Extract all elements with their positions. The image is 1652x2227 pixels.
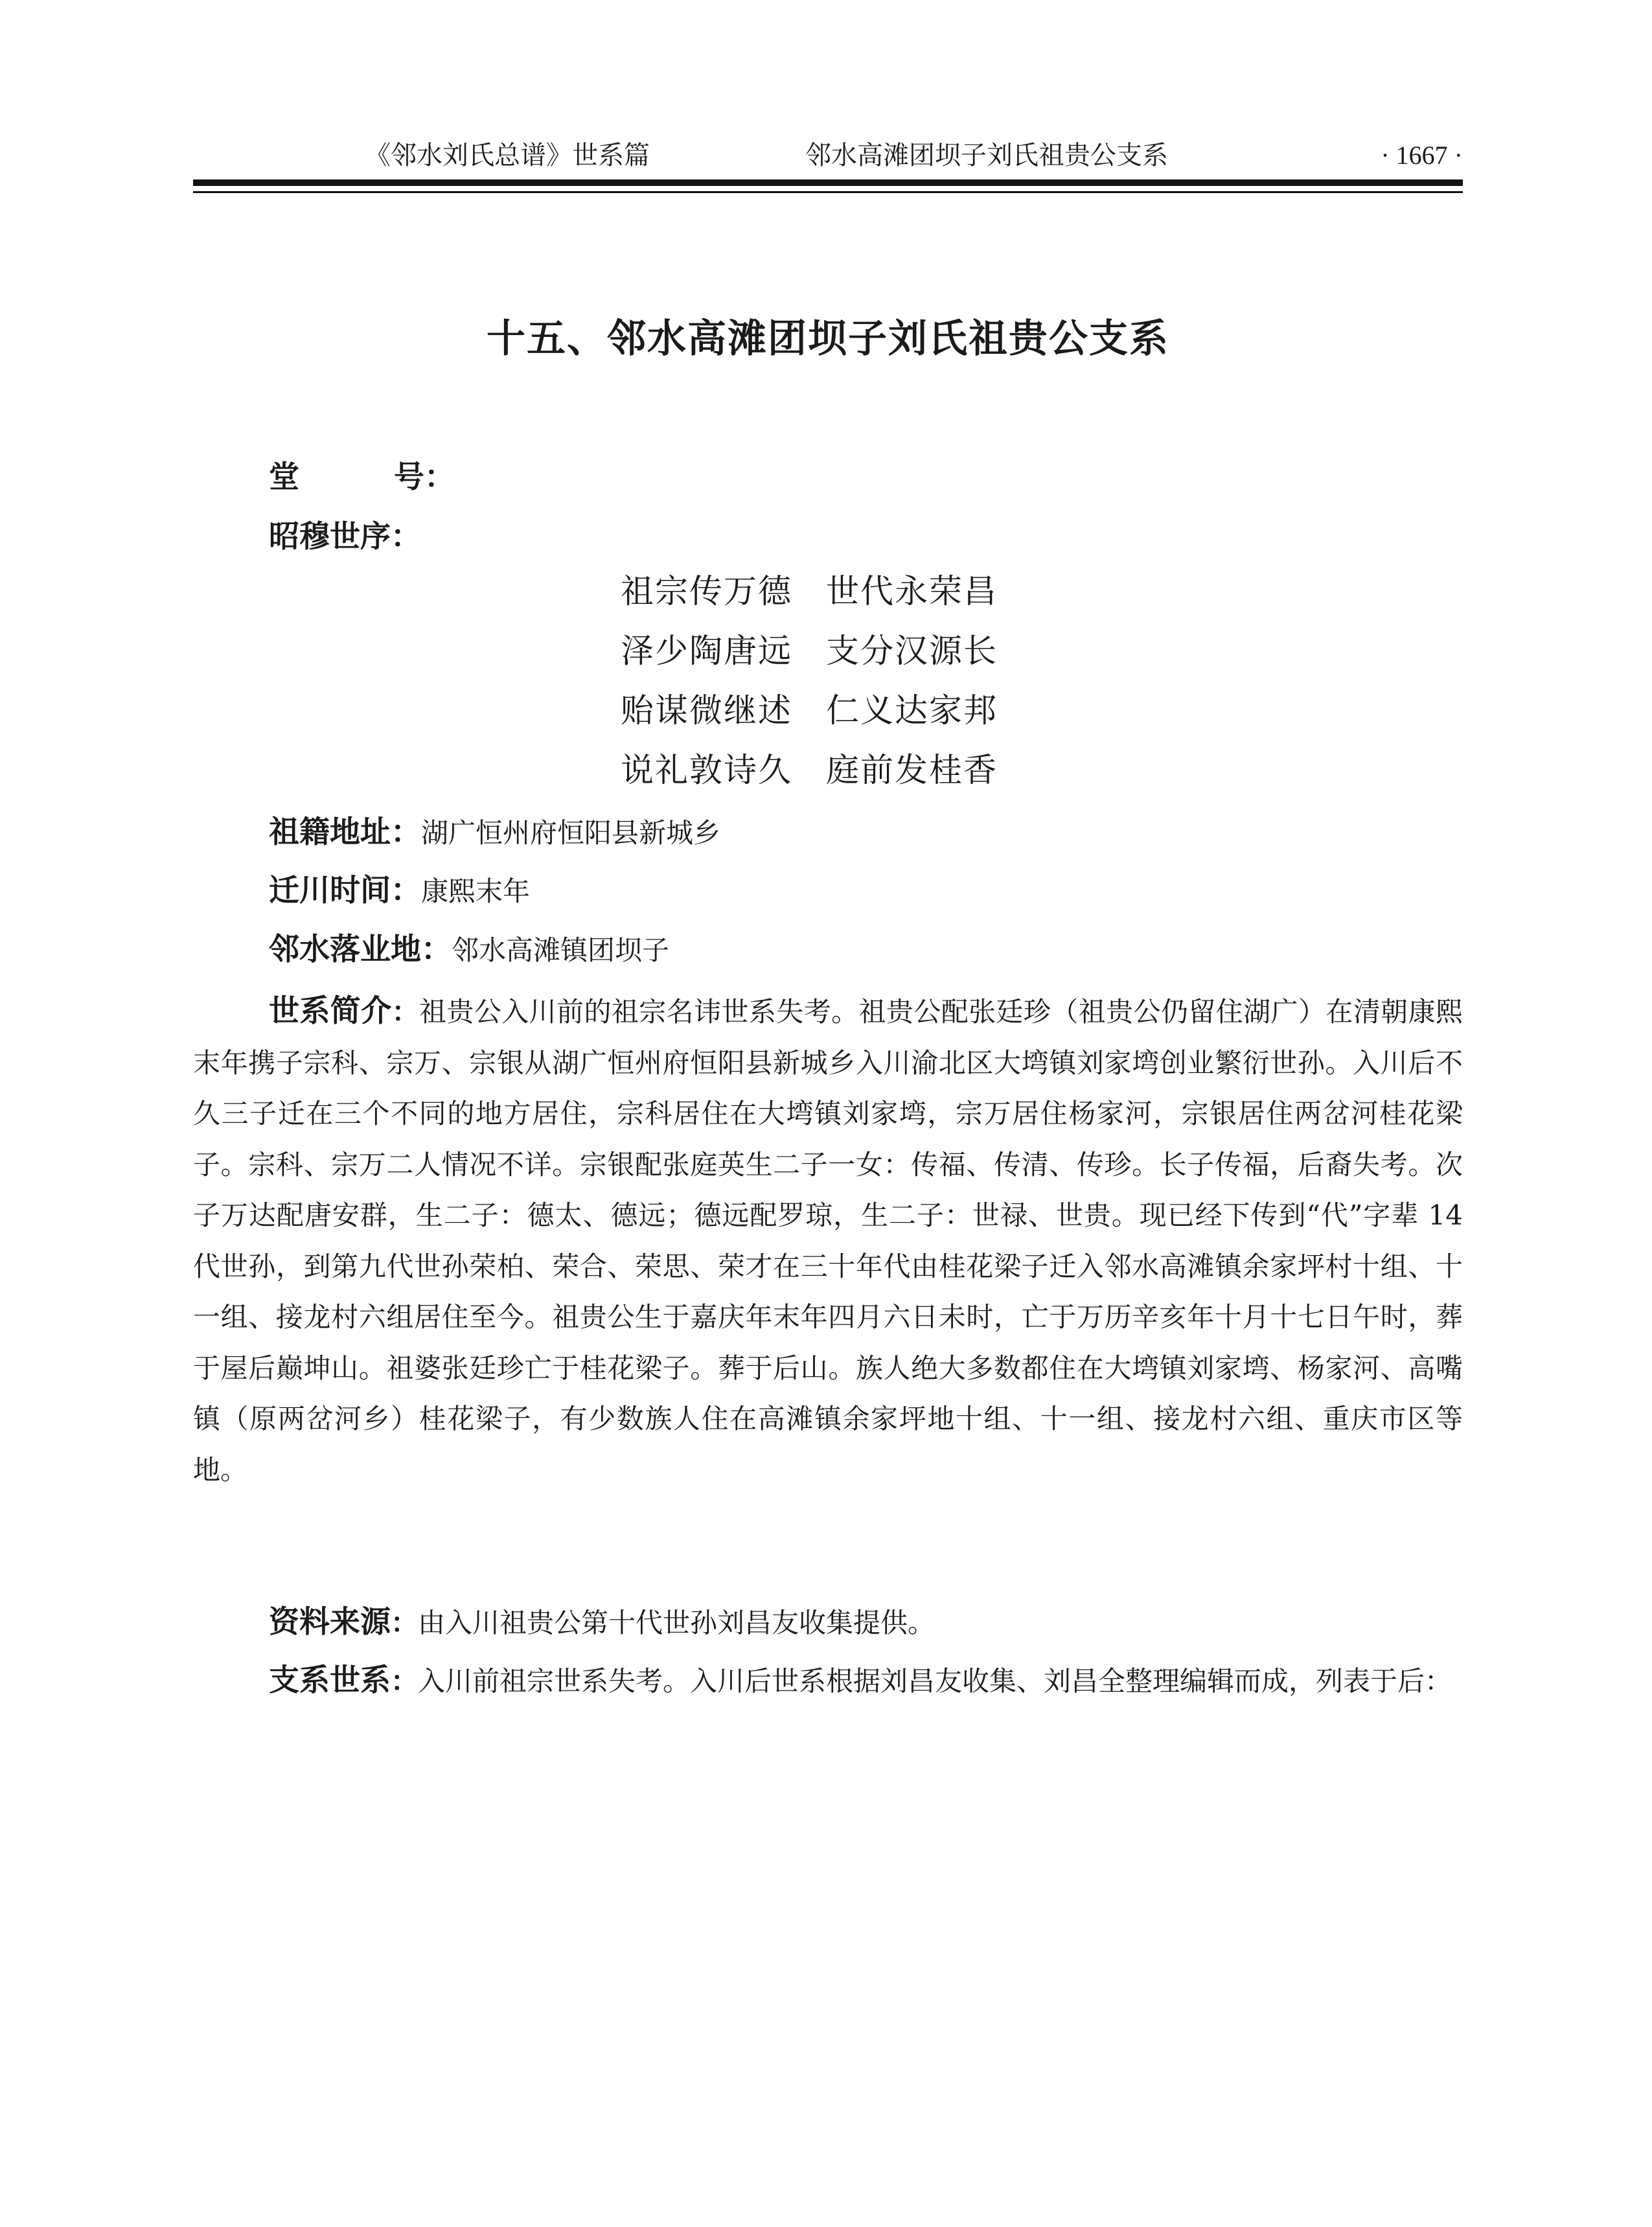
hall-name-label: 堂号 (269, 459, 424, 495)
branch-lineage-text: 入川前祖宗世系失考。入川后世系根据刘昌友收集、刘昌全整理编辑而成，列表于后： (418, 1665, 1452, 1697)
migration-time-value: 康熙末年 (421, 875, 531, 907)
poem-half: 贻谋微继述 (621, 692, 793, 730)
hall-name-colon: ： (424, 459, 455, 495)
poem-half: 泽少陶唐远 (621, 632, 793, 671)
sources-text: 由入川祖贵公第十代世孙刘昌友收集提供。 (418, 1607, 935, 1639)
settlement-field (269, 927, 669, 973)
poem-half: 世代永荣昌 (826, 573, 998, 611)
ancestral-address-label: 祖籍地址 (269, 814, 391, 850)
settlement-value: 邻水高滩镇团坝子 (452, 934, 670, 966)
hall-name-field (269, 455, 455, 501)
lineage-intro-label: 世系简介 (269, 993, 392, 1029)
poem-line (621, 562, 998, 622)
settlement-colon: ： (421, 932, 452, 967)
lineage-intro-paragraph (193, 986, 1463, 1495)
generation-poem (621, 562, 998, 801)
branch-lineage-label: 支系世系 (269, 1663, 391, 1698)
branch-lineage-paragraph (193, 1656, 1463, 1707)
ancestral-address-value: 湖广恒州府恒阳县新城乡 (421, 817, 721, 849)
generation-order-label: 昭穆世序 (269, 519, 391, 555)
header-section-title: 邻水高滩团坝子刘氏祖贵公支系 (805, 141, 1168, 170)
lineage-intro-colon: ： (391, 996, 420, 1028)
poem-line (621, 741, 998, 801)
generation-order-field (269, 514, 421, 560)
poem-half: 支分汉源长 (826, 632, 998, 671)
page-number: · 1667 · (1381, 141, 1463, 170)
sources-label: 资料来源 (269, 1604, 391, 1640)
header-book-title: 《邻水刘氏总谱》世系篇 (365, 141, 650, 170)
poem-line (621, 622, 998, 682)
running-header (193, 136, 1463, 175)
migration-time-field (269, 868, 530, 914)
header-rule-thick (193, 179, 1463, 186)
migration-time-colon: ： (391, 873, 421, 908)
settlement-label: 邻水落业地 (269, 932, 421, 967)
poem-half: 庭前发桂香 (826, 752, 998, 790)
poem-line (621, 682, 998, 741)
lineage-intro-text: 祖贵公入川前的祖宗名讳世系失考。祖贵公配张廷珍（祖贵公仍留住湖广）在清朝康熙末年携子宗科、宗万、宗银从湖广恒州府恒阳县新城乡入川渝北区大塆镇刘家塆创业繁衍世孙。入川后不久三子迁在三个不同的地方居住，宗科居住在大塆镇刘家塆，宗万居住杨家河，宗银居住两岔河桂花梁子。宗科、宗万二人情况不详。宗银配张庭英生二子一女：传福、传清、传珍。长子传福，后裔失考。次子万达配唐安群，生二子：德太、德远；德远配罗琼，生二子：世禄、世贵。现已经下传到“代”字辈 14 代世孙，到第九代世孙荣柏、荣合、荣思、荣才在三十年代由桂花梁子迁入邻水高滩镇余家坪村十组、十一组、接龙村六组居住至今。祖贵公生于嘉庆年末年四月六日未时，亡于万历辛亥年十月十七日午时，葬于屋后巅坤山。祖婆张廷珍亡于桂花梁子。葬于后山。族人绝大多数都住在大塆镇刘家塆、杨家河、高嘴镇（原两岔河乡）桂花梁子，有少数族人住在高滩镇余家坪地十组、十一组、接龙村六组、重庆市区等地。 (193, 996, 1463, 1486)
migration-time-label: 迁川时间 (269, 873, 391, 908)
branch-lineage-colon: ： (391, 1665, 419, 1697)
poem-half: 仁义达家邦 (826, 692, 998, 730)
ancestral-address-field (269, 810, 720, 856)
chapter-title: 十五、邻水高滩团坝子刘氏祖贵公支系 (487, 316, 1169, 362)
sources-colon: ： (391, 1607, 419, 1639)
ancestral-address-colon: ： (391, 814, 421, 850)
header-rule-thin (193, 191, 1463, 193)
generation-order-colon: ： (391, 519, 421, 555)
sources-paragraph (193, 1597, 1463, 1649)
poem-half: 说礼敦诗久 (621, 752, 793, 790)
poem-half: 祖宗传万德 (621, 573, 793, 611)
